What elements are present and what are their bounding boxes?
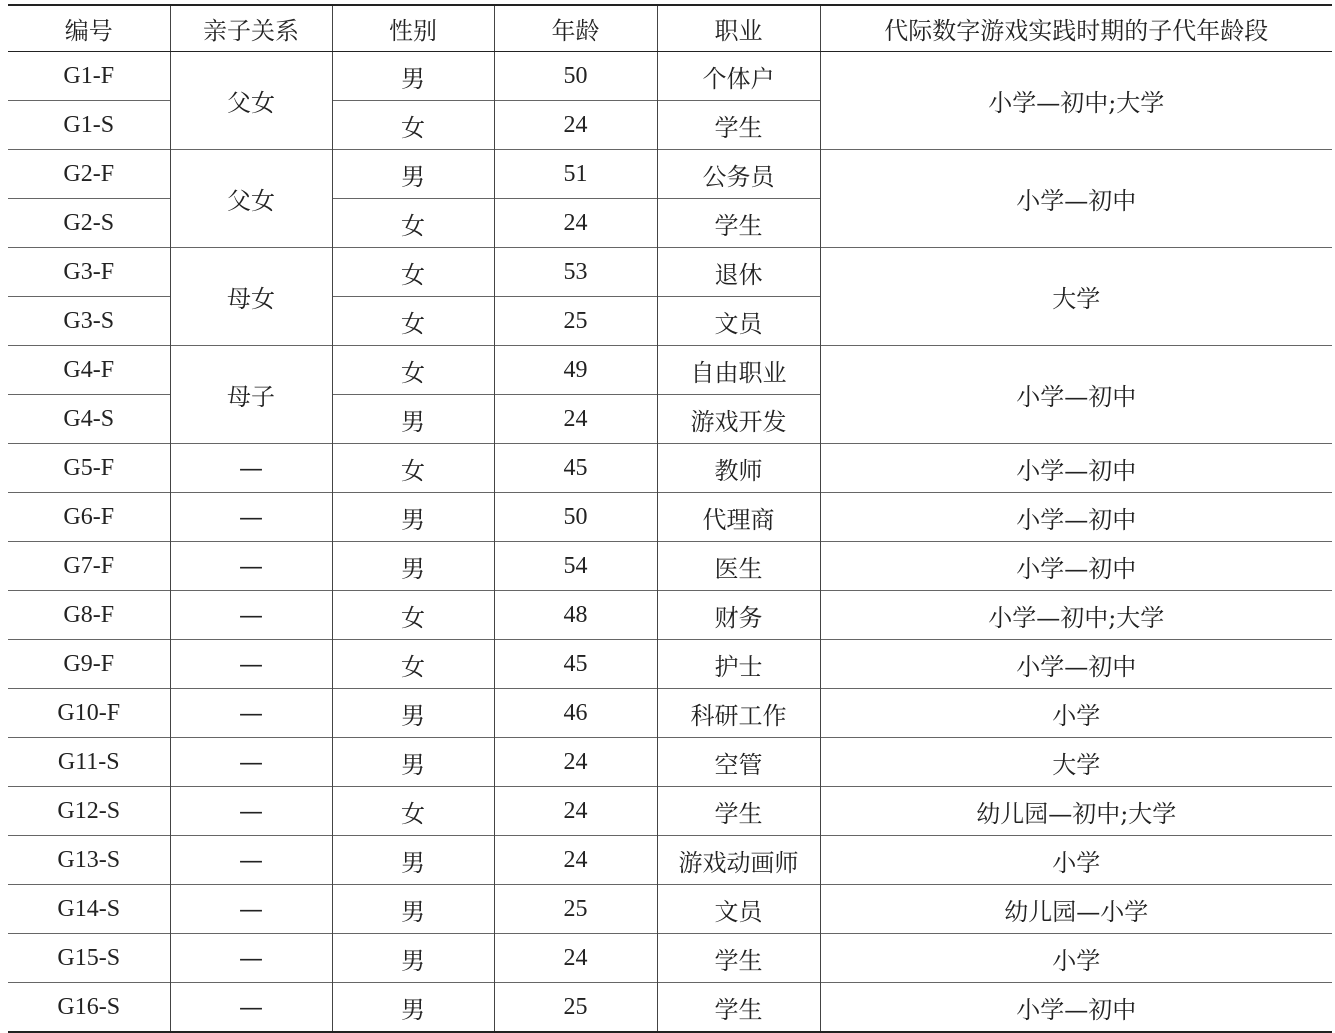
cell-relation: — — [170, 542, 332, 591]
table-row — [8, 346, 1332, 395]
cell-job: 学生 — [657, 934, 820, 983]
cell-gender: 女 — [332, 640, 494, 689]
cell-gender: 女 — [332, 199, 494, 248]
cell-id: G1-F — [8, 52, 170, 101]
table-row — [8, 885, 1332, 934]
cell-job: 代理商 — [657, 493, 820, 542]
cell-relation: — — [170, 738, 332, 787]
cell-job: 自由职业 — [657, 346, 820, 395]
cell-id: G16-S — [8, 983, 170, 1033]
cell-age: 46 — [494, 689, 657, 738]
header-row — [8, 5, 1332, 52]
cell-stage: 小学 — [820, 689, 1332, 738]
cell-id: G12-S — [8, 787, 170, 836]
cell-stage: 小学—初中 — [820, 983, 1332, 1033]
cell-gender: 男 — [332, 395, 494, 444]
cell-job: 学生 — [657, 983, 820, 1033]
cell-id: G9-F — [8, 640, 170, 689]
table-row — [8, 836, 1332, 885]
table-body — [8, 52, 1332, 1033]
cell-relation: — — [170, 640, 332, 689]
cell-id: G10-F — [8, 689, 170, 738]
cell-id: G3-F — [8, 248, 170, 297]
cell-gender: 男 — [332, 689, 494, 738]
cell-gender: 男 — [332, 542, 494, 591]
cell-gender: 男 — [332, 836, 494, 885]
cell-stage: 小学 — [820, 836, 1332, 885]
cell-id: G2-S — [8, 199, 170, 248]
cell-job: 医生 — [657, 542, 820, 591]
cell-job: 个体户 — [657, 52, 820, 101]
table-header — [8, 5, 1332, 52]
header-gender: 性别 — [332, 5, 494, 52]
table-row — [8, 493, 1332, 542]
table-row — [8, 591, 1332, 640]
header-id: 编号 — [8, 5, 170, 52]
cell-age: 25 — [494, 885, 657, 934]
cell-relation: — — [170, 983, 332, 1033]
cell-stage: 小学—初中 — [820, 493, 1332, 542]
cell-gender: 女 — [332, 444, 494, 493]
cell-id: G7-F — [8, 542, 170, 591]
cell-relation: — — [170, 934, 332, 983]
table-row — [8, 983, 1332, 1033]
cell-relation: 父女 — [170, 150, 332, 248]
cell-age: 49 — [494, 346, 657, 395]
cell-id: G6-F — [8, 493, 170, 542]
table-row — [8, 738, 1332, 787]
cell-job: 教师 — [657, 444, 820, 493]
cell-age: 24 — [494, 395, 657, 444]
participants-table — [8, 4, 1332, 1033]
cell-job: 游戏开发 — [657, 395, 820, 444]
cell-stage: 幼儿园—初中;大学 — [820, 787, 1332, 836]
cell-age: 25 — [494, 297, 657, 346]
cell-id: G4-F — [8, 346, 170, 395]
cell-relation: 母子 — [170, 346, 332, 444]
cell-job: 护士 — [657, 640, 820, 689]
cell-id: G13-S — [8, 836, 170, 885]
table-row — [8, 52, 1332, 101]
cell-relation: — — [170, 689, 332, 738]
cell-relation: 母女 — [170, 248, 332, 346]
cell-gender: 女 — [332, 101, 494, 150]
cell-gender: 女 — [332, 297, 494, 346]
cell-gender: 男 — [332, 983, 494, 1033]
cell-job: 游戏动画师 — [657, 836, 820, 885]
cell-stage: 大学 — [820, 738, 1332, 787]
cell-gender: 男 — [332, 150, 494, 199]
cell-relation: — — [170, 444, 332, 493]
cell-stage: 小学—初中 — [820, 640, 1332, 689]
cell-age: 51 — [494, 150, 657, 199]
cell-age: 24 — [494, 934, 657, 983]
cell-id: G1-S — [8, 101, 170, 150]
cell-relation: — — [170, 787, 332, 836]
cell-job: 空管 — [657, 738, 820, 787]
cell-id: G5-F — [8, 444, 170, 493]
cell-job: 文员 — [657, 297, 820, 346]
cell-gender: 女 — [332, 787, 494, 836]
cell-gender: 女 — [332, 346, 494, 395]
cell-job: 科研工作 — [657, 689, 820, 738]
cell-stage: 小学—初中 — [820, 150, 1332, 248]
table-row — [8, 934, 1332, 983]
table-row — [8, 787, 1332, 836]
table-row — [8, 689, 1332, 738]
cell-id: G4-S — [8, 395, 170, 444]
cell-job: 文员 — [657, 885, 820, 934]
cell-gender: 男 — [332, 493, 494, 542]
cell-age: 24 — [494, 101, 657, 150]
cell-job: 学生 — [657, 199, 820, 248]
table-row — [8, 640, 1332, 689]
cell-id: G11-S — [8, 738, 170, 787]
cell-stage: 幼儿园—小学 — [820, 885, 1332, 934]
cell-stage: 小学—初中 — [820, 444, 1332, 493]
cell-id: G8-F — [8, 591, 170, 640]
header-relation: 亲子关系 — [170, 5, 332, 52]
cell-age: 50 — [494, 52, 657, 101]
cell-job: 财务 — [657, 591, 820, 640]
cell-id: G15-S — [8, 934, 170, 983]
cell-stage: 大学 — [820, 248, 1332, 346]
cell-id: G14-S — [8, 885, 170, 934]
cell-age: 25 — [494, 983, 657, 1033]
cell-age: 24 — [494, 738, 657, 787]
cell-id: G2-F — [8, 150, 170, 199]
header-stage: 代际数字游戏实践时期的子代年龄段 — [820, 5, 1332, 52]
header-age: 年龄 — [494, 5, 657, 52]
cell-relation: — — [170, 836, 332, 885]
table-row — [8, 150, 1332, 199]
cell-age: 48 — [494, 591, 657, 640]
cell-stage: 小学—初中;大学 — [820, 52, 1332, 150]
cell-gender: 男 — [332, 885, 494, 934]
cell-relation: — — [170, 493, 332, 542]
cell-gender: 女 — [332, 248, 494, 297]
cell-gender: 女 — [332, 591, 494, 640]
cell-gender: 男 — [332, 738, 494, 787]
cell-relation: — — [170, 591, 332, 640]
cell-job: 公务员 — [657, 150, 820, 199]
cell-age: 45 — [494, 640, 657, 689]
cell-job: 退休 — [657, 248, 820, 297]
cell-age: 45 — [494, 444, 657, 493]
cell-age: 53 — [494, 248, 657, 297]
cell-age: 54 — [494, 542, 657, 591]
table-row — [8, 542, 1332, 591]
header-job: 职业 — [657, 5, 820, 52]
cell-stage: 小学—初中;大学 — [820, 591, 1332, 640]
cell-age: 50 — [494, 493, 657, 542]
cell-gender: 男 — [332, 52, 494, 101]
cell-stage: 小学—初中 — [820, 542, 1332, 591]
cell-gender: 男 — [332, 934, 494, 983]
table-row — [8, 248, 1332, 297]
cell-stage: 小学 — [820, 934, 1332, 983]
cell-relation: — — [170, 885, 332, 934]
cell-job: 学生 — [657, 787, 820, 836]
cell-age: 24 — [494, 199, 657, 248]
table-row — [8, 444, 1332, 493]
cell-stage: 小学—初中 — [820, 346, 1332, 444]
cell-job: 学生 — [657, 101, 820, 150]
cell-id: G3-S — [8, 297, 170, 346]
cell-relation: 父女 — [170, 52, 332, 150]
cell-age: 24 — [494, 787, 657, 836]
cell-age: 24 — [494, 836, 657, 885]
